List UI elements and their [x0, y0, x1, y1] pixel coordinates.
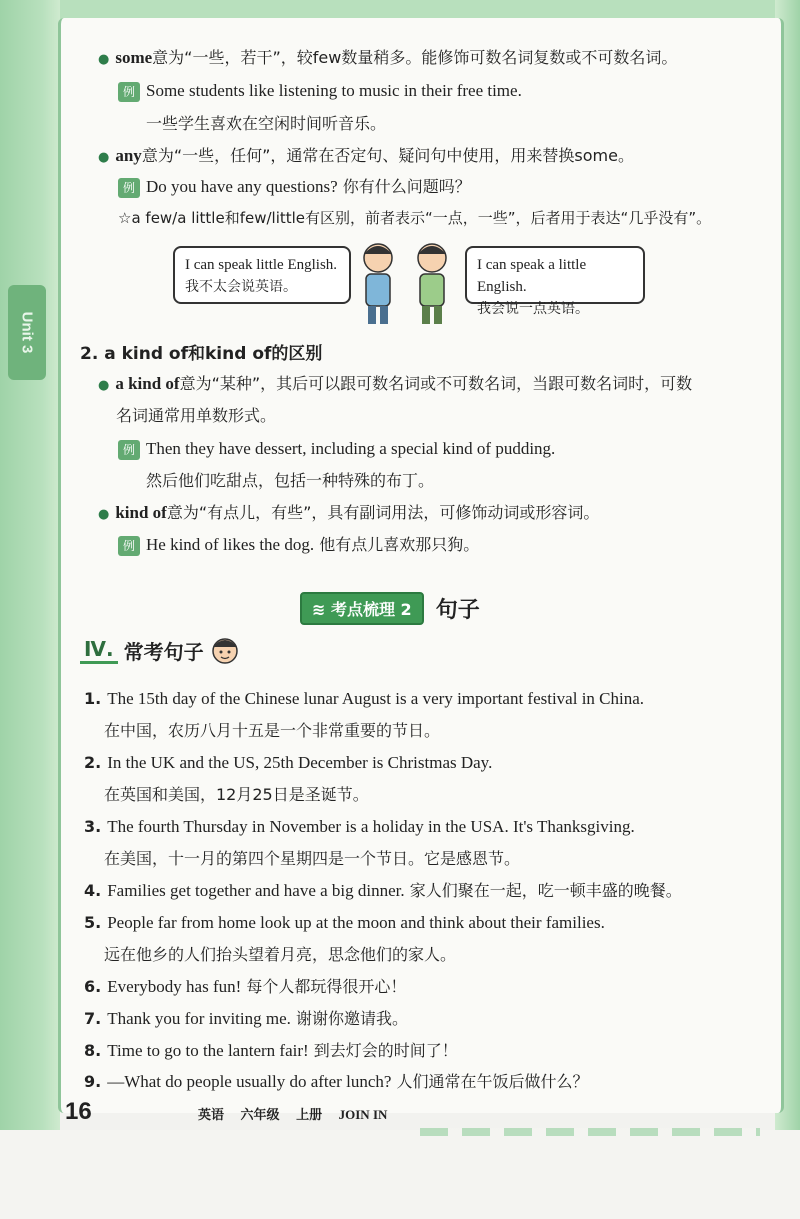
roman-numeral: Ⅳ. [80, 637, 118, 664]
definition: 意为“一些，若干”，较few数量稍多。能修饰可数名词复数或不可数名词。 [152, 48, 678, 67]
sentence-cn: 每个人都玩得很开心！ [246, 977, 407, 996]
sentence-number: 6. [84, 977, 102, 996]
example-3 [118, 438, 555, 460]
bubble-cn: 我不太会说英语。 [185, 279, 297, 295]
section-title [300, 593, 480, 623]
speech-bubble-left [173, 246, 351, 304]
sentence-number: 7. [84, 1009, 102, 1028]
page-frame-top [0, 0, 800, 20]
sentence-en: —What do people usually do after lunch? [107, 1072, 392, 1091]
sentence-1-translation: 在中国，农历八月十五是一个非常重要的节日。 [104, 721, 441, 740]
sentence-en: Everybody has fun! [107, 977, 242, 996]
subheading-2: 2. a kind of和kind of的区别 [80, 344, 323, 364]
sentence-5-translation: 远在他乡的人们抬头望着月亮，思念他们的家人。 [104, 945, 457, 964]
unit-tab-label: Unit 3 [18, 311, 36, 354]
footer-series: JOIN IN [338, 1107, 388, 1122]
example-cn: 你有什么问题吗？ [342, 177, 471, 196]
some-rule [98, 47, 677, 71]
example-4 [118, 534, 479, 556]
section-badge: ≋ 考点梳理 2 [300, 592, 424, 625]
sentence-6 [84, 976, 406, 998]
example-icon: 例 [118, 536, 140, 556]
a-kind-of-rule-cont: 名词通常用单数形式。 [116, 406, 277, 425]
sentence-2 [84, 752, 492, 774]
term: a kind of [115, 374, 180, 393]
heading-iv [80, 633, 242, 667]
section-heading: 句子 [435, 597, 480, 623]
sentence-1 [84, 688, 644, 710]
sentence-cn: 谢谢你邀请我。 [295, 1009, 408, 1028]
sentence-number: 8. [84, 1041, 102, 1060]
sentence-number: 2. [84, 753, 102, 772]
a-kind-of-rule [98, 373, 692, 397]
sentence-3-translation: 在美国，十一月的第四个星期四是一个节日。它是感恩节。 [104, 849, 521, 868]
example-2 [118, 176, 471, 198]
sentence-8 [84, 1040, 458, 1062]
sentence-cn: 人们通常在午饭后做什么？ [396, 1072, 589, 1091]
example-3-translation: 然后他们吃甜点，包括一种特殊的布丁。 [146, 471, 435, 490]
footer [198, 1104, 399, 1123]
unit-tab [8, 285, 46, 380]
sentence-number: 9. [84, 1072, 102, 1091]
footer-volume: 上册 [296, 1108, 323, 1123]
example-icon: 例 [118, 440, 140, 460]
sentence-number: 5. [84, 913, 102, 932]
definition: 意为“某种”，其后可以跟可数名词或不可数名词，当跟可数名词时，可数 [179, 374, 693, 393]
decorative-strip [420, 1128, 760, 1136]
term: any [115, 146, 142, 165]
kind-of-rule [98, 502, 599, 526]
sentence-4 [84, 880, 682, 902]
sentence-7 [84, 1008, 408, 1030]
sentence-number: 4. [84, 881, 102, 900]
any-rule [98, 145, 634, 169]
example-1-translation: 一些学生喜欢在空闲时间听音乐。 [146, 114, 387, 133]
page-frame-left [0, 0, 60, 1130]
example-en: Then they have dessert, including a special kind of pudding. [146, 439, 556, 458]
footer-grade: 六年级 [240, 1108, 280, 1123]
sentence-en: Time to go to the lantern fair! [107, 1041, 309, 1060]
sentence-3 [84, 816, 635, 838]
bullet-icon: ● [98, 378, 110, 393]
example-en: Do you have any questions? [146, 177, 338, 196]
bullet-icon: ● [98, 150, 110, 165]
term: some [115, 48, 153, 67]
sentence-en: In the UK and the US, 25th December is Christmas Day. [107, 753, 493, 772]
example-icon: 例 [118, 82, 140, 102]
bubble-en: I can speak little English. [185, 257, 338, 273]
note: ☆a few/a little和few/little有区别，前者表示“一点，一些”，后者用于表达“几乎没有”。 [118, 209, 712, 227]
sentence-2-translation: 在英国和美国，12月25日是圣诞节。 [104, 785, 369, 804]
definition: 意为“一些，任何”，通常在否定句、疑问句中使用，用来替换some。 [141, 146, 634, 165]
term: kind of [115, 503, 167, 522]
example-icon: 例 [118, 178, 140, 198]
two-boys-illustration [348, 236, 464, 326]
sentence-cn: 到去灯会的时间了！ [313, 1041, 458, 1060]
bottom-margin [0, 1130, 800, 1219]
sentence-cn: 家人们聚在一起，吃一顿丰盛的晚餐。 [409, 881, 682, 900]
example-cn: 他有点儿喜欢那只狗。 [319, 535, 480, 554]
footer-subject: 英语 [198, 1108, 225, 1123]
sentence-en: Thank you for inviting me. [107, 1009, 291, 1028]
sentence-9 [84, 1071, 589, 1093]
example-en: He kind of likes the dog. [146, 535, 315, 554]
sentence-number: 1. [84, 689, 102, 708]
bullet-icon: ● [98, 507, 110, 522]
heading-text: 常考句子 [123, 639, 204, 664]
sentence-en: People far from home look up at the moon and think about their families. [107, 913, 605, 932]
sentence-en: Families get together and have a big dinner. [107, 881, 405, 900]
sentence-en: The 15th day of the Chinese lunar August is a very important festival in China. [107, 689, 645, 708]
sentence-number: 3. [84, 817, 102, 836]
speech-bubble-right [465, 246, 645, 317]
page-number: 16 [65, 1098, 92, 1125]
example-1 [118, 80, 522, 102]
example-en: Some students like listening to music in their free time. [146, 81, 522, 100]
bubble-cn: 我会说一点英语。 [477, 301, 589, 317]
boy-face-icon [208, 633, 242, 667]
sentence-en: The fourth Thursday in November is a holiday in the USA. It's Thanksgiving. [107, 817, 635, 836]
bullet-icon: ● [98, 52, 110, 67]
definition: 意为“有点儿，有些”，具有副词用法，可修饰动词或形容词。 [166, 503, 600, 522]
bubble-en: I can speak a little English. [477, 257, 587, 295]
sentence-5 [84, 912, 605, 934]
